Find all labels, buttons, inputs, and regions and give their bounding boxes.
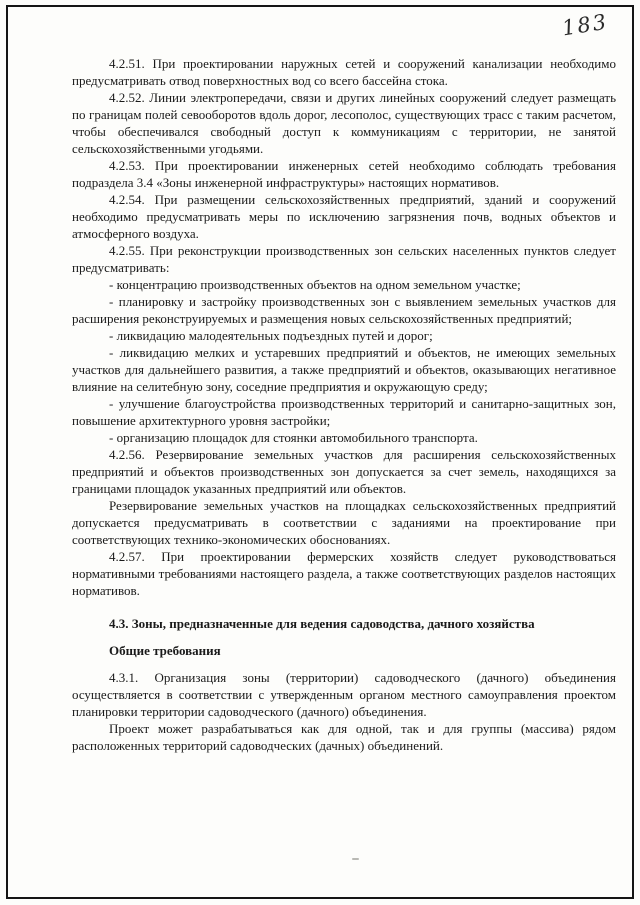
subsection-heading: Общие требования [109,643,221,658]
paragraph: 4.2.53. При проектировании инженерных сетей необходимо соблюдать требования подраздела 3.4 «Зоны инженерной инфраструктуры» настоящих нормативов. [72,158,616,190]
paragraph: 4.2.51. При проектировании наружных сетей и сооружений канализации необходимо предусматривать отвод поверхностных вод со всего бассейна стока. [72,56,616,88]
list-item: - ликвидацию малодеятельных подъездных путей и дорог; [109,328,433,343]
scan-artifact [352,858,359,860]
list-item: - концентрацию производственных объектов на одном земельном участке; [109,277,521,292]
paragraph: 4.2.52. Линии электропередачи, связи и других линейных сооружений следует размещать по границам полей севооборотов вдоль дорог, лесополос, существующих трасс с таким расчетом, чтобы обеспечивался свободный доступ к коммуникациям с территории, не занятой сельскохозяйственными угодьями. [72,90,616,156]
paragraph: Резервирование земельных участков на площадках сельскохозяйственных предприятий допускается предусматривать в соответствии с заданиями на проектирование при соответствующих технико-экономических обоснованиях. [72,498,616,547]
paragraph: 4.3.1. Организация зоны (территории) садоводческого (дачного) объединения осуществляется в соответствии с утвержденным органом местного самоуправления проектом планировки территории садоводческого (дачного) объединения. [72,670,616,719]
document-text [72,55,616,754]
paragraph: 4.2.54. При размещении сельскохозяйственных предприятий, зданий и сооружений необходимо предусматривать меры по исключению загрязнения почв, водных объектов и атмосферного воздуха. [72,192,616,241]
paragraph: 4.2.57. При проектировании фермерских хозяйств следует руководствоваться нормативными требованиями настоящего раздела, а также соответствующих разделов настоящих нормативов. [72,549,616,598]
list-item: - организацию площадок для стоянки автомобильного транспорта. [109,430,478,445]
handwritten-page-number: 183 [560,9,610,41]
paragraph: 4.2.55. При реконструкции производственных зон сельских населенных пунктов следует предусматривать: [72,243,616,275]
paragraph: Проект может разрабатываться как для одной, так и для группы (массива) рядом расположенных территорий садоводческих (дачных) объединений. [72,721,616,753]
paragraph: 4.2.56. Резервирование земельных участков для расширения сельскохозяйственных предприятий и объектов производственных зон допускается за счет земель, находящихся за границами площадок указанных предприятий или объектов. [72,447,616,496]
list-item: - ликвидацию мелких и устаревших предприятий и объектов, не имеющих земельных участков для дальнейшего развития, а также предприятий и объектов, оказывающих негативное влияние на селитебную зону, соседние предприятия и окружающую среду; [72,345,616,394]
list-item: - улучшение благоустройства производственных территорий и санитарно-защитных зон, повышение архитектурного уровня застройки; [72,396,616,428]
list-item: - планировку и застройку производственных зон с выявлением земельных участков для расширения реконструируемых и размещения новых сельскохозяйственных предприятий; [72,294,616,326]
section-heading: 4.3. Зоны, предназначенные для ведения садоводства, дачного хозяйства [109,616,535,631]
